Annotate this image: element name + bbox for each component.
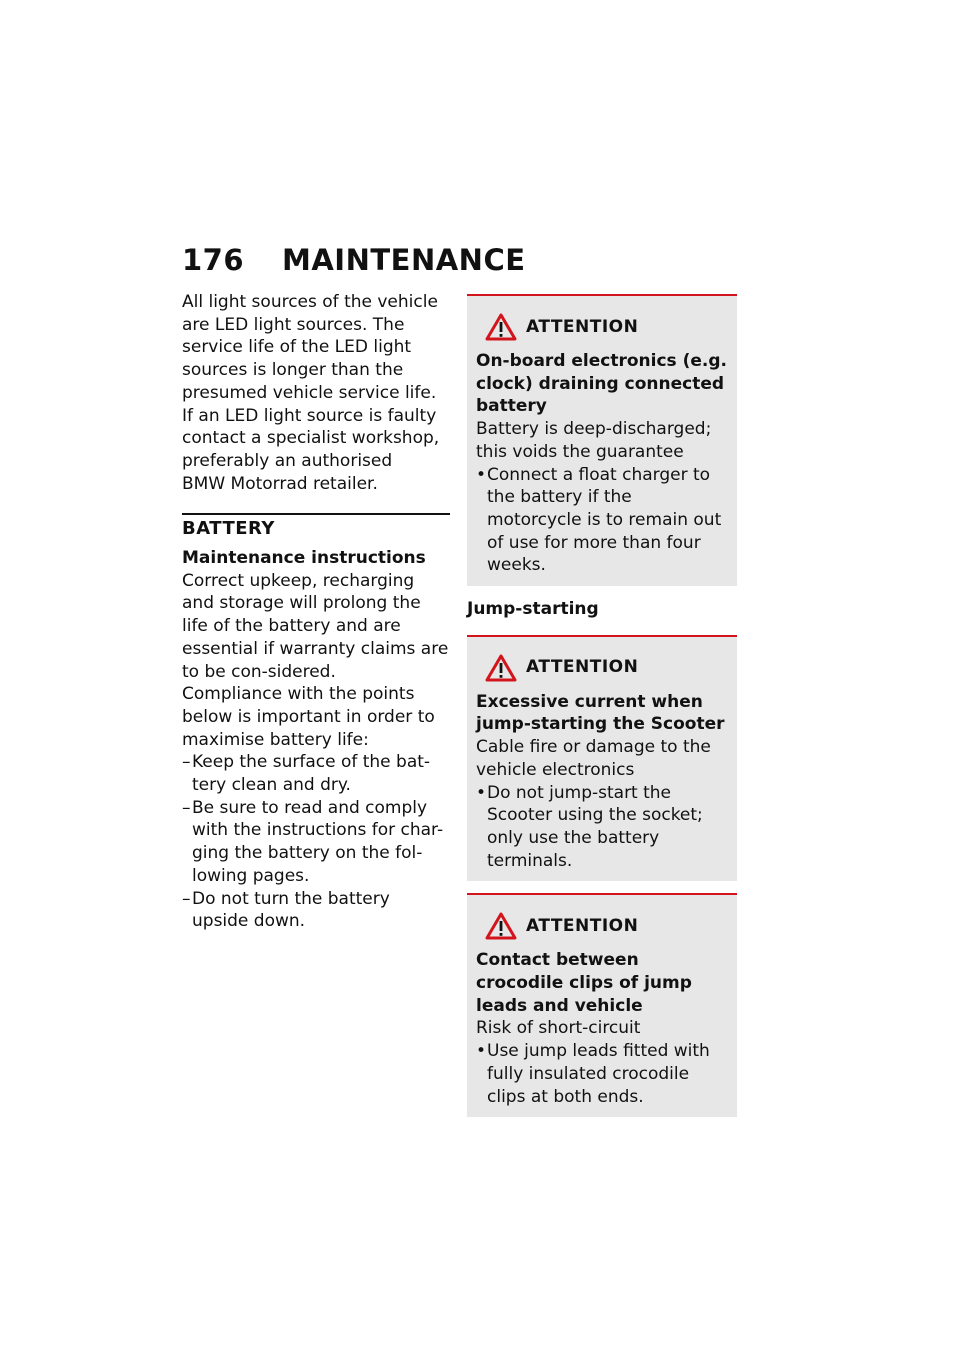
list-item: – Do not turn the battery upside down. bbox=[182, 888, 390, 932]
list-item: • Do not jump-start the Scooter using the socket; only use the battery terminals. bbox=[476, 782, 703, 871]
attention-bullet-list bbox=[476, 1040, 728, 1108]
jump-starting-heading: Jump-starting bbox=[467, 599, 599, 620]
attention-label: ATTENTION bbox=[526, 916, 639, 936]
battery-section-title: BATTERY bbox=[182, 513, 450, 541]
list-item: – Keep the surface of the bat-tery clean and dry. bbox=[182, 752, 431, 796]
attention-text: Risk of short-circuit bbox=[476, 1018, 641, 1039]
bullet-marker: • bbox=[476, 1041, 487, 1062]
warning-triangle-icon bbox=[484, 653, 518, 683]
bullet-marker: • bbox=[476, 782, 487, 803]
attention-title: Excessive current when jump-starting the Scooter bbox=[476, 691, 725, 735]
attention-box-2 bbox=[467, 635, 737, 882]
page-number: 176 bbox=[182, 243, 245, 277]
attention-label: ATTENTION bbox=[526, 657, 639, 678]
attention-text: Battery is deep-discharged; this voids the guarantee bbox=[476, 419, 712, 462]
warning-triangle-icon bbox=[484, 312, 518, 342]
right-column bbox=[467, 294, 737, 1117]
list-item: • Use jump leads fitted with fully insulated crocodile clips at both ends. bbox=[476, 1041, 710, 1107]
dash-marker: – bbox=[182, 752, 191, 773]
warning-triangle-icon bbox=[484, 911, 518, 941]
list-item: • Connect a float charger to the battery if the motorcycle is to remain out of use for more than four weeks. bbox=[476, 464, 722, 576]
dash-marker: – bbox=[182, 888, 191, 909]
attention-header bbox=[484, 310, 728, 344]
attention-title: Contact between crocodile clips of jump leads and vehicle bbox=[476, 950, 692, 1016]
attention-bullet-list bbox=[476, 464, 728, 578]
attention-box-1 bbox=[467, 294, 737, 586]
dash-marker: – bbox=[182, 797, 191, 818]
chapter-title: MAINTENANCE bbox=[282, 243, 526, 277]
bullet-marker: • bbox=[476, 464, 487, 485]
attention-box-3 bbox=[467, 893, 737, 1117]
attention-title: On-board electronics (e.g. clock) draining connected battery bbox=[476, 351, 727, 417]
battery-instruction-list bbox=[182, 751, 450, 933]
attention-header bbox=[484, 909, 728, 943]
list-item: – Be sure to read and comply with the instructions for char-ging the battery on the fol-lowing pages. bbox=[182, 797, 444, 886]
maintenance-instructions-heading: Maintenance instructions bbox=[182, 548, 426, 569]
page-header bbox=[182, 240, 526, 280]
attention-text: Cable fire or damage to the vehicle electronics bbox=[476, 737, 711, 780]
spacer bbox=[467, 881, 737, 893]
intro-paragraph: All light sources of the vehicle are LED light sources. The service life of the LED light sources is longer than the presumed vehicle service life. If an LED light source is faulty contact a specialist workshop, preferably an authorised BMW Motorrad retailer. bbox=[182, 292, 440, 494]
attention-header bbox=[484, 651, 728, 685]
left-column bbox=[182, 291, 450, 933]
battery-paragraph-1: Correct upkeep, recharging and storage will prolong the life of the battery and are essential if warranty claims are to be con-sidered. bbox=[182, 570, 449, 682]
battery-paragraph-2: Compliance with the points below is important in order to maximise battery life: bbox=[182, 684, 435, 750]
attention-label: ATTENTION bbox=[526, 316, 639, 337]
attention-bullet-list bbox=[476, 782, 728, 873]
